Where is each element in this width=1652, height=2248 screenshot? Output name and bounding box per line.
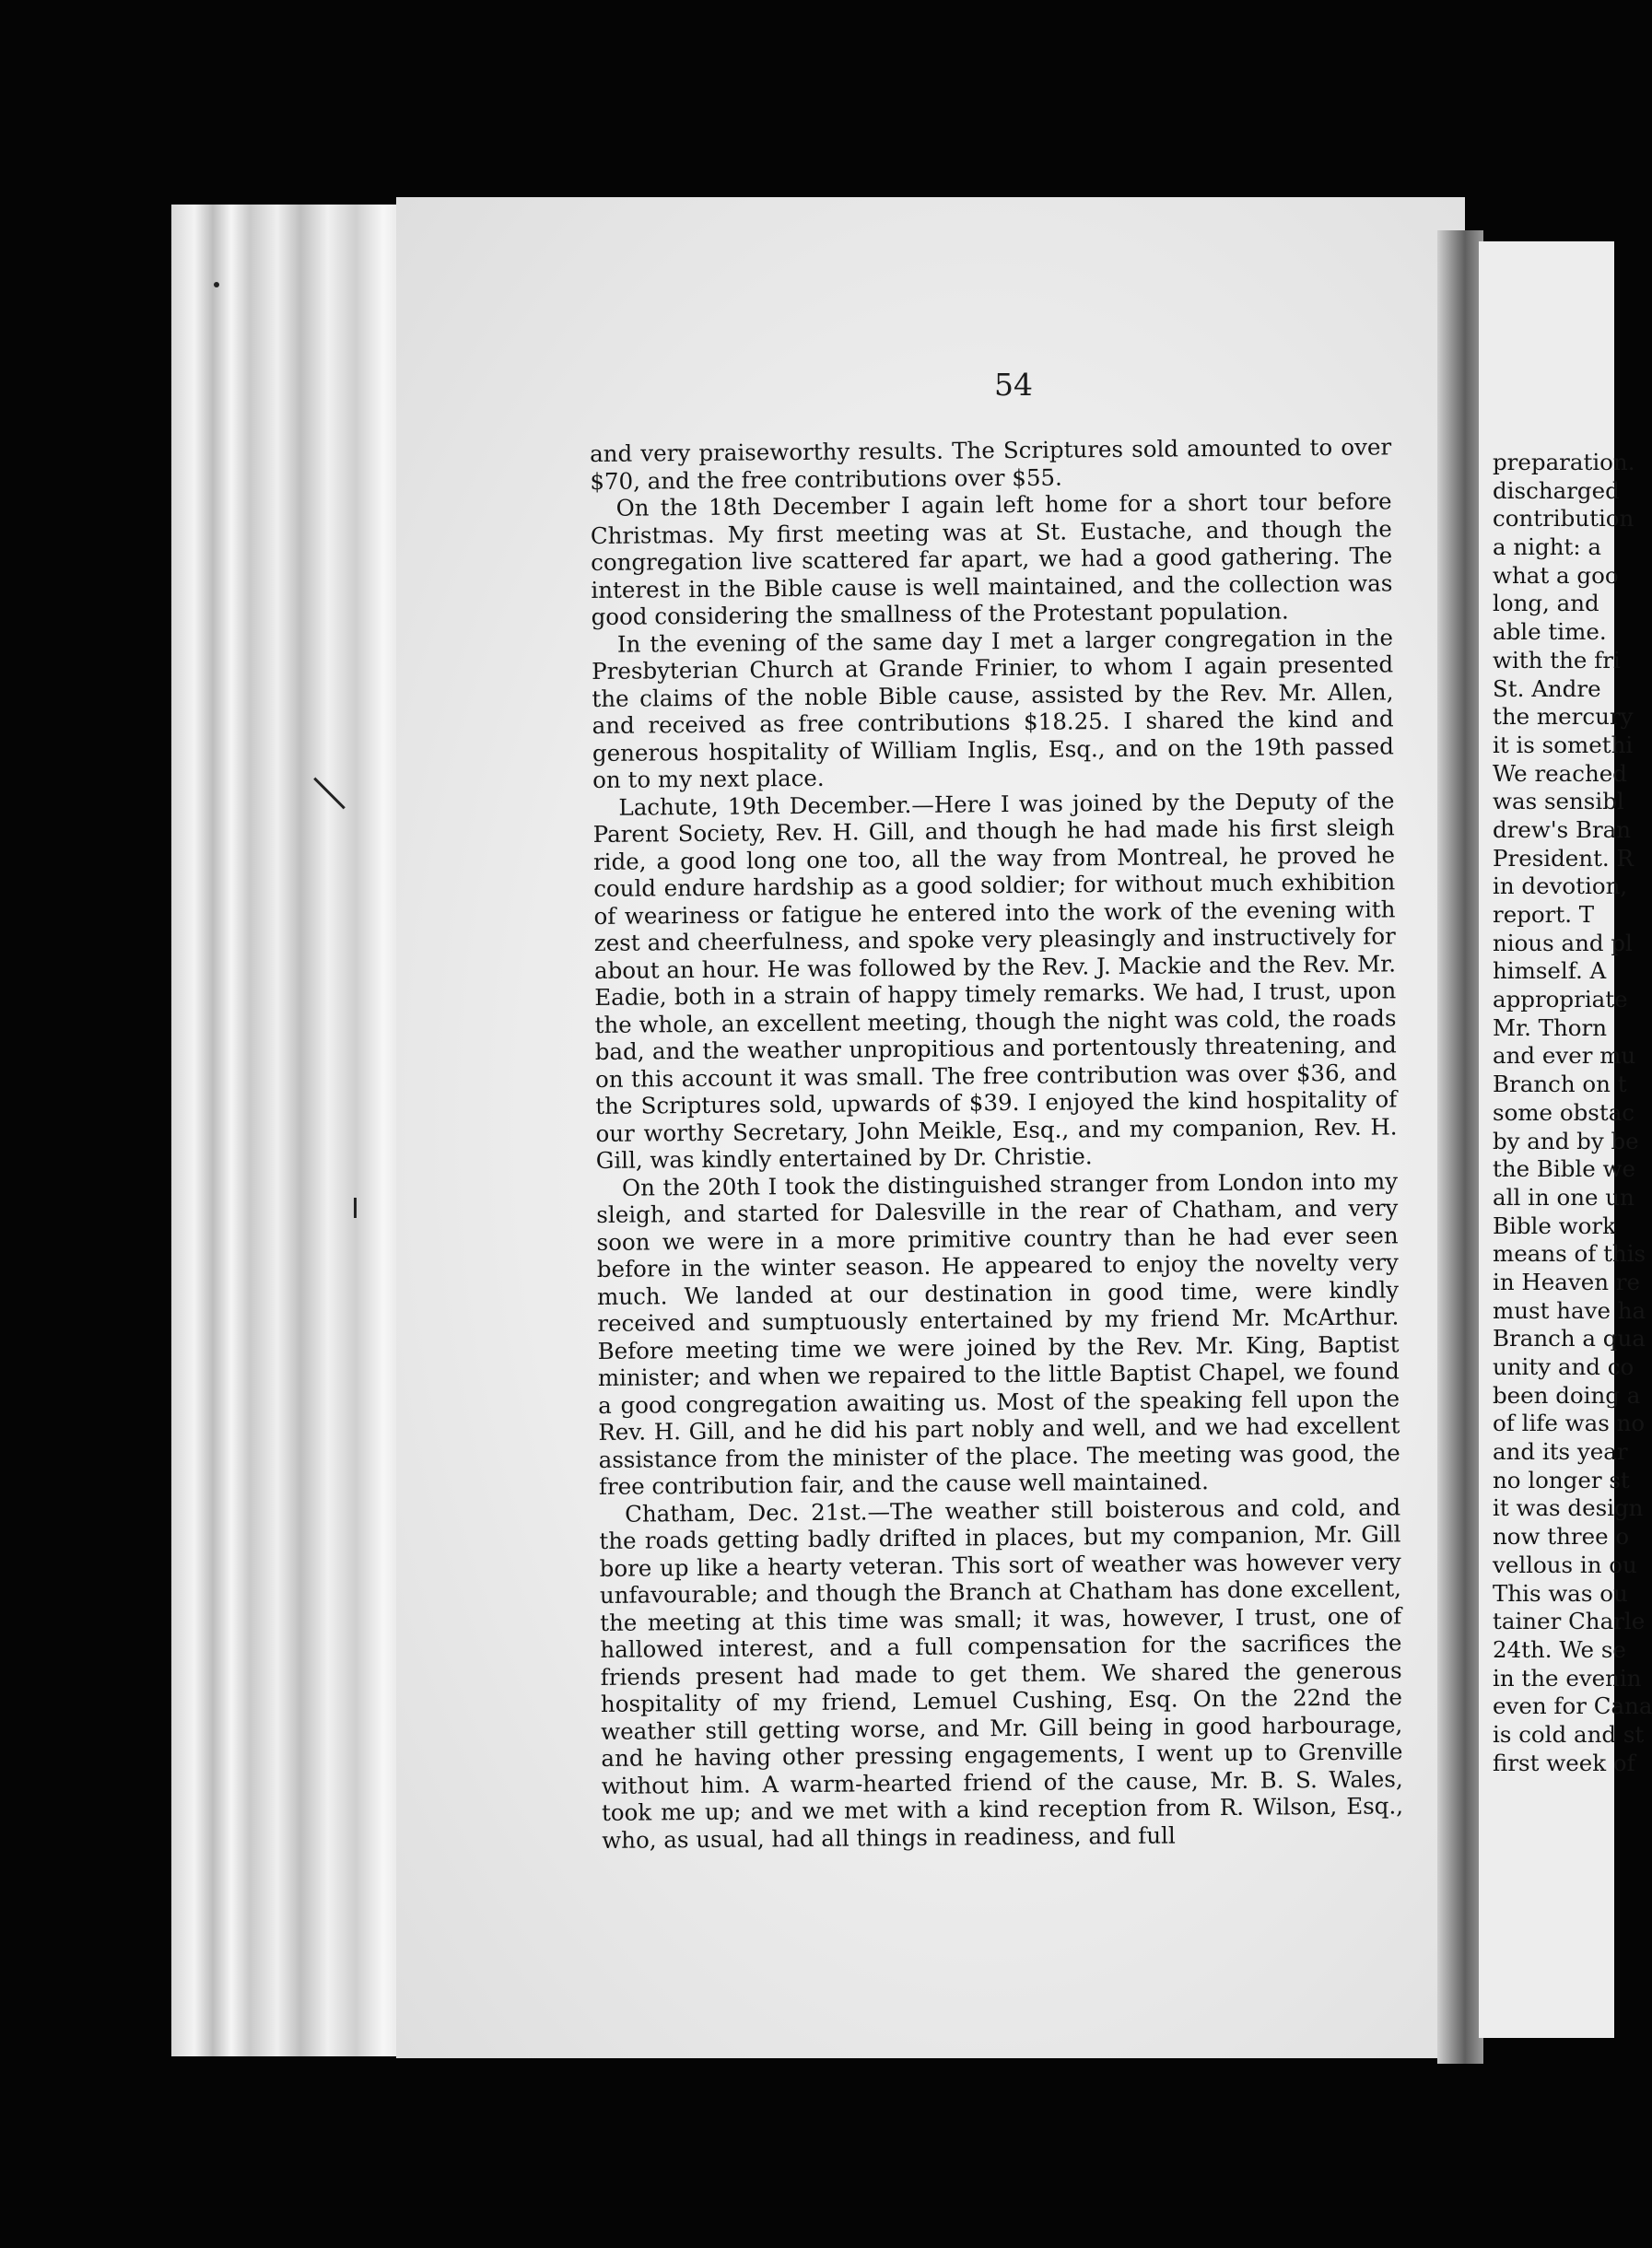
text-line: was sensibl — [1493, 788, 1624, 815]
text-line: Branch on t — [1493, 1071, 1627, 1098]
paragraph: On the 18th December I again left home for a short tour before Christmas. My first meeting was at St. Eustache, and though the congregation live scattered far apart, we had a good gathering. The interest in the Bible cause is well maintained, and the collection was good considering the smallness of the Protestant population. — [590, 487, 1393, 630]
speck — [354, 1198, 357, 1218]
paragraph: On the 20th I took the distinguished stranger from London into my sleigh, and started for Dalesville in the rear of Chatham, and very soon we were in a more primitive country than he had ever seen before in the winter season. He appeared to enjoy the novelty very much. We landed at our destination in good time, were kindly received and sumptuously entertained by my friend Mr. McArthur. Before meeting time we were joined by the Rev. Mr. King, Baptist minister; and when we repaired to the little Baptist Chapel, we found a good congregation awaiting us. Most of the speaking fell upon the Rev. H. Gill, and he did his part nobly and well, and we had excellent assistance from the minister of the place. The meeting was good, the free contribution fair, and the cause well maintained. — [596, 1166, 1400, 1500]
text-line: 24th. We se — [1493, 1635, 1626, 1663]
page-body-text — [590, 433, 1403, 1854]
paragraph: and very praiseworthy results. The Scriptures sold amounted to over $70, and the free contributions over $55. — [590, 433, 1392, 495]
text-line: it was design — [1493, 1494, 1644, 1522]
next-page-text-fragment — [1493, 449, 1652, 1777]
text-line: now three o — [1493, 1523, 1630, 1551]
text-line: Branch a qua — [1493, 1325, 1646, 1352]
text-line: able time. — [1493, 618, 1607, 646]
paragraph: Lachute, 19th December.—Here I was joined by the Deputy of the Parent Society, Rev. H. Gill, and though he had made his first sleigh ride, a good long one too, all the way from Montreal, he proved he could endure hardship as a good soldier; for without much exhibition of weariness or fatigue he entered into the work of the evening with zest and cheerfulness, and spoke very pleasingly and instructively for about an hour. He was followed by the Rev. J. Mackie and the Rev. Mr. Eadie, both in a strain of happy timely remarks. We had, I trust, upon the whole, an excellent meeting, though the night was cold, the roads bad, and the weather unpropitious and portentously threatening, and on this account it was small. The free contribution was over $36, and the Scriptures sold, upwards of $39. I enjoyed the kind hospitality of our worthy Secretary, John Meikle, Esq., and my companion, Rev. H. Gill, was kindly entertained by Dr. Christie. — [592, 786, 1398, 1174]
text-line: even for Cana — [1493, 1692, 1652, 1720]
text-line: President. R — [1493, 844, 1634, 872]
text-line: Bible work — [1493, 1212, 1616, 1239]
text-line: means of this — [1493, 1240, 1646, 1268]
text-line: drew's Bran — [1493, 815, 1632, 843]
text-line: Mr. Thorn — [1493, 1013, 1608, 1041]
text-line: of life was no — [1493, 1410, 1646, 1437]
text-line: vellous in ou — [1493, 1551, 1637, 1578]
text-line: all in one un — [1493, 1183, 1634, 1211]
book-gutter — [1437, 230, 1483, 2064]
paragraph: Chatham, Dec. 21st.—The weather still boisterous and cold, and the roads getting badly drifted in places, but my companion, Mr. Gill bore up like a hearty veteran. This sort of weather was however very unfavourable; and though the Branch at Chatham has done excellent, the meeting at this time was small; it was, however, I trust, one of hallowed interest, and a full compensation for the sacrifices the friends present had made to get them. We shared the generous hospitality of my friend, Lemuel Cushing, Esq. On the 22nd the weather still getting worse, and Mr. Gill being in good harbourage, and he having other pressing engagements, I went up to Grenville without him. A warm-hearted friend of the cause, Mr. B. S. Wales, took me up; and we met with a kind reception from R. Wilson, Esq., who, as usual, had all things in readiness, and full — [599, 1493, 1404, 1854]
text-line: no longer st — [1493, 1466, 1630, 1493]
text-line: himself. A — [1493, 957, 1607, 985]
speck — [214, 282, 219, 287]
text-line: is cold and st — [1493, 1720, 1645, 1748]
text-line: the mercury — [1493, 703, 1634, 731]
text-line: We reached — [1493, 759, 1627, 787]
text-line: must have ha — [1493, 1296, 1646, 1324]
text-line: and its year — [1493, 1438, 1628, 1466]
text-line: nious and pl — [1493, 929, 1633, 956]
text-line: unity and co — [1493, 1353, 1634, 1380]
page-number: 54 — [994, 367, 1033, 403]
text-line: some obstac — [1493, 1098, 1635, 1126]
text-line: This was ou — [1493, 1579, 1628, 1607]
text-line: discharged — [1493, 476, 1620, 504]
text-line: long, and — [1493, 590, 1599, 617]
text-line: tainer Charle — [1493, 1608, 1646, 1635]
text-line: in devotion, — [1493, 872, 1628, 900]
text-line: by and by be — [1493, 1127, 1639, 1154]
text-line: in the evenin — [1493, 1664, 1642, 1692]
text-line: in Heaven re — [1493, 1268, 1640, 1295]
text-line: what a goo — [1493, 561, 1619, 589]
text-line: report. T — [1493, 901, 1595, 928]
text-line: appropriate — [1493, 986, 1628, 1013]
text-line: it is somethi — [1493, 731, 1634, 758]
text-line: first week of — [1493, 1749, 1635, 1776]
text-line: been doing a — [1493, 1381, 1641, 1409]
text-line: St. Andre — [1493, 674, 1601, 702]
text-line: contribution — [1493, 505, 1634, 533]
text-line: preparation. — [1493, 449, 1635, 475]
page-edges — [171, 205, 402, 2056]
text-line: the Bible we — [1493, 1155, 1636, 1183]
text-line: and ever mu — [1493, 1042, 1636, 1070]
paragraph: In the evening of the same day I met a larger congregation in the Presbyterian Church at Grande Frinier, to whom I again presented the claims of the noble Bible cause, assisted by the Rev. Mr. Allen, and received as free contributions $18.25. I shared the kind and generous hospitality of William Inglis, Esq., and on the 19th passed on to my next place. — [592, 623, 1395, 793]
text-line: with the fri — [1493, 646, 1621, 673]
text-line: a night: a — [1493, 533, 1601, 561]
